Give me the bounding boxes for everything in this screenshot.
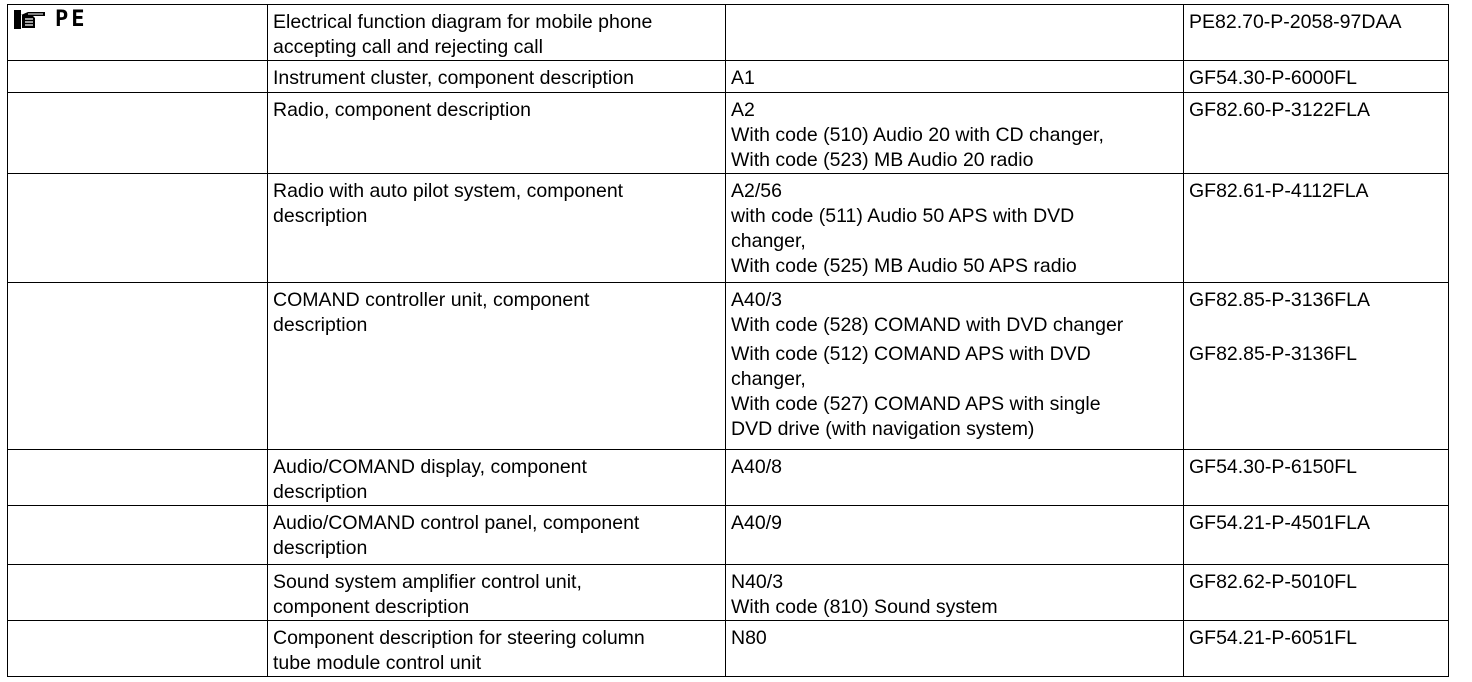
document-cell xyxy=(1184,174,1449,283)
description-line: component description xyxy=(273,596,470,618)
empty-cell xyxy=(8,61,268,93)
description-line: Component description for steering column xyxy=(273,627,645,649)
description-cell xyxy=(268,93,726,174)
description-line: Instrument cluster, component description xyxy=(273,67,634,89)
table-row xyxy=(8,283,1449,450)
description-cell xyxy=(268,61,726,93)
component-line: N40/3 xyxy=(731,571,784,593)
description-line: Audio/COMAND display, component xyxy=(273,456,587,478)
component-line: With code (810) Sound system xyxy=(731,596,998,618)
description-cell xyxy=(268,450,726,506)
component-line: With code (527) COMAND APS with single xyxy=(731,393,1101,415)
pointing-hand-icon xyxy=(13,9,47,31)
document-number-text: GF54.30-P-6000FL xyxy=(1189,67,1358,89)
component-line: With code (510) Audio 20 with CD changer, xyxy=(731,124,1104,146)
document-cell xyxy=(1184,61,1449,93)
component-cell xyxy=(726,450,1184,506)
table-row xyxy=(8,565,1449,621)
description-cell xyxy=(268,565,726,621)
empty-cell xyxy=(8,565,268,621)
table-row-header xyxy=(8,5,1449,61)
description-line: tube module control unit xyxy=(273,652,482,674)
component-line: A40/9 xyxy=(731,512,782,534)
description-line: description xyxy=(273,537,368,559)
document-number-text: GF54.30-P-6150FL xyxy=(1189,456,1358,478)
empty-cell xyxy=(8,450,268,506)
component-line: With code (525) MB Audio 50 APS radio xyxy=(731,255,1077,277)
component-cell xyxy=(726,174,1184,283)
table-row xyxy=(8,93,1449,174)
pe-marker-text: PE xyxy=(55,7,88,32)
component-cell xyxy=(726,621,1184,677)
component-cell xyxy=(726,565,1184,621)
description-cell xyxy=(268,506,726,565)
description-line: description xyxy=(273,481,368,503)
description-cell xyxy=(268,174,726,283)
description-line: Audio/COMAND control panel, component xyxy=(273,512,640,534)
document-cell xyxy=(1184,621,1449,677)
pe-marker xyxy=(13,7,262,32)
component-line: With code (512) COMAND APS with DVD xyxy=(731,343,1091,365)
document-number-text: GF82.85-P-3136FLA xyxy=(1189,289,1371,311)
component-line: A40/8 xyxy=(731,456,782,478)
document-cell xyxy=(1184,506,1449,565)
empty-cell xyxy=(8,174,268,283)
component-line: A2/56 xyxy=(731,180,782,202)
empty-cell xyxy=(726,5,1184,61)
title-line: accepting call and rejecting call xyxy=(273,36,543,58)
title-line: Electrical function diagram for mobile phone xyxy=(273,11,653,33)
document-number xyxy=(1184,5,1449,61)
component-cell xyxy=(726,93,1184,174)
empty-cell xyxy=(8,506,268,565)
description-line: Radio, component description xyxy=(273,99,531,121)
table-row xyxy=(8,61,1449,93)
document-number-text: GF54.21-P-6051FL xyxy=(1189,627,1358,649)
component-cell xyxy=(726,61,1184,93)
title-cell xyxy=(268,5,726,61)
component-line: DVD drive (with navigation system) xyxy=(731,418,1035,440)
reference-table xyxy=(7,4,1449,677)
component-line: changer, xyxy=(731,230,806,252)
component-line: A2 xyxy=(731,99,755,121)
empty-cell xyxy=(8,283,268,450)
document-number-text: PE82.70-P-2058-97DAA xyxy=(1189,11,1402,33)
marker-cell xyxy=(8,5,268,61)
description-line: Sound system amplifier control unit, xyxy=(273,571,582,593)
table-row xyxy=(8,450,1449,506)
component-line: with code (511) Audio 50 APS with DVD xyxy=(731,205,1075,227)
document-number-text: GF54.21-P-4501FLA xyxy=(1189,512,1371,534)
document-cell xyxy=(1184,283,1449,450)
description-line: Radio with auto pilot system, component xyxy=(273,180,624,202)
component-line: N80 xyxy=(731,627,767,649)
description-cell xyxy=(268,621,726,677)
document-number-text: GF82.85-P-3136FL xyxy=(1189,343,1358,365)
empty-cell xyxy=(8,93,268,174)
description-line: COMAND controller unit, component xyxy=(273,289,590,311)
component-line: A1 xyxy=(731,67,755,89)
component-line: With code (528) COMAND with DVD changer xyxy=(731,314,1124,336)
description-line: description xyxy=(273,314,368,336)
table-row xyxy=(8,174,1449,283)
document-cell xyxy=(1184,450,1449,506)
table-row xyxy=(8,506,1449,565)
document-cell xyxy=(1184,565,1449,621)
table-row xyxy=(8,621,1449,677)
component-line: With code (523) MB Audio 20 radio xyxy=(731,149,1034,171)
empty-cell xyxy=(8,621,268,677)
description-cell xyxy=(268,283,726,450)
component-line: changer, xyxy=(731,368,806,390)
component-cell xyxy=(726,506,1184,565)
document-number-text: GF82.62-P-5010FL xyxy=(1189,571,1358,593)
document-cell xyxy=(1184,93,1449,174)
reference-sheet xyxy=(7,4,1449,677)
document-number-text: GF82.60-P-3122FLA xyxy=(1189,99,1371,121)
document-number-text: GF82.61-P-4112FLA xyxy=(1189,180,1369,202)
component-line: A40/3 xyxy=(731,289,782,311)
component-cell xyxy=(726,283,1184,450)
description-line: description xyxy=(273,205,368,227)
